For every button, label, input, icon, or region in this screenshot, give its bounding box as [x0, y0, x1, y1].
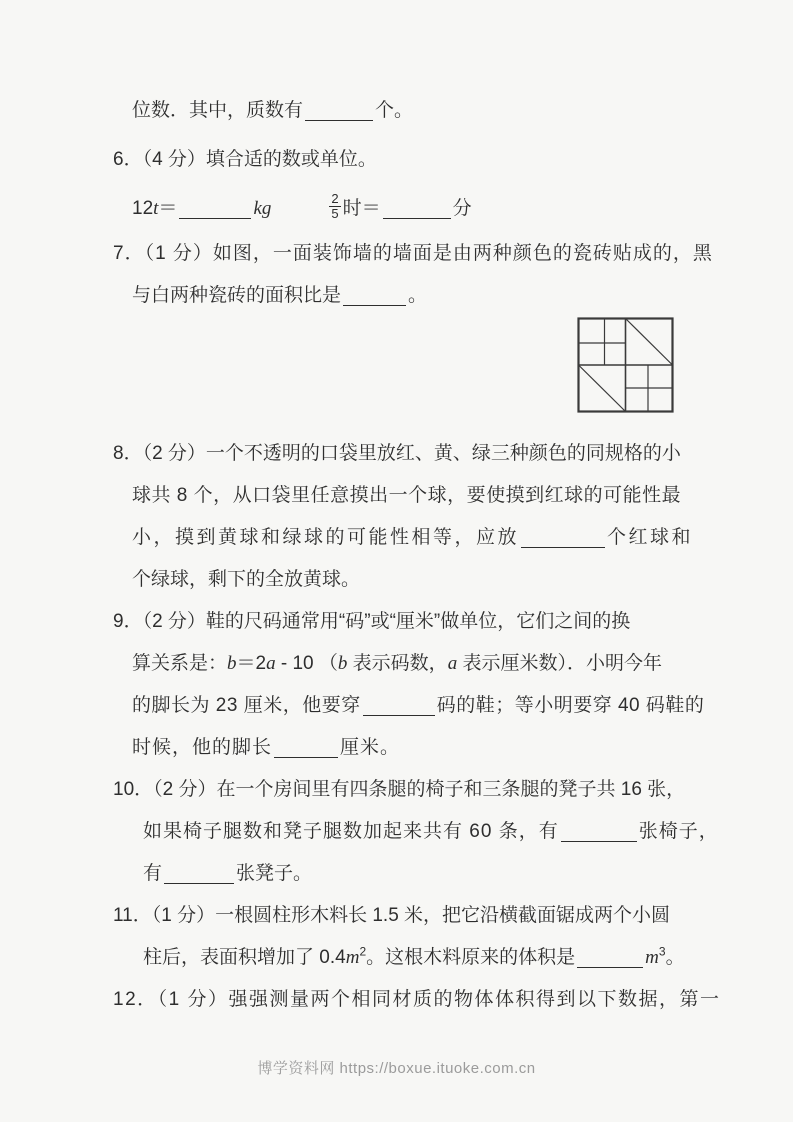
tile-pattern-figure [577, 317, 674, 413]
text-run: 7．（1 分）如图，一面装饰墙的墙面是由两种颜色的瓷砖贴成的，黑 [113, 243, 713, 264]
footer-watermark-text: 博学资料网 https://boxue.ituoke.com.cn [257, 1060, 536, 1077]
text-run: 个。 [375, 100, 414, 121]
answer-blank [521, 539, 605, 548]
text-line [132, 475, 793, 517]
tile-figure-row [0, 317, 793, 413]
text-run: 张椅子， [638, 821, 719, 842]
text-run: 12．（1 分）强强测量两个相同材质的物体体积得到以下数据，第一 [113, 989, 721, 1010]
answer-blank [179, 210, 251, 219]
text-run: ＝2 [236, 653, 267, 674]
text-run: 球共 8 个，从口袋里任意摸出一个球，要使摸到红球的可能性最 [132, 485, 682, 506]
text-run: 9．（2 分）鞋的尺码通常用“码”或“厘米”做单位，它们之间的换 [113, 611, 631, 632]
answer-blank [363, 707, 435, 716]
answer-blank [383, 210, 451, 219]
text-line [132, 727, 793, 769]
text-run: 。 [665, 947, 685, 968]
figure-bottomright-small-squares [626, 365, 673, 412]
text-line [132, 559, 793, 601]
fraction-numerator: 2 [331, 190, 339, 206]
answer-blank [274, 749, 338, 758]
text-line [132, 90, 793, 132]
text-run: ＝ [158, 198, 178, 219]
text-run: 分 [452, 198, 472, 219]
text-run: 8．（2 分）一个不透明的口袋里放红、黄、绿三种颜色的同规格的小 [113, 443, 681, 464]
text-run: 表示厘米数）．小明今年 [457, 653, 662, 674]
answer-blank [577, 959, 643, 968]
math-variable: m [345, 947, 360, 968]
text-run: 有 [143, 863, 163, 884]
text-line [132, 275, 793, 317]
text-run: 张凳子。 [236, 863, 313, 884]
answer-blank [164, 875, 234, 884]
superscript: 3 [658, 944, 666, 959]
superscript: 2 [359, 944, 367, 959]
text-run: - 10 （ [275, 653, 338, 674]
answer-blank [343, 297, 406, 306]
text-run: 个绿球，剩下的全放黄球。 [132, 569, 361, 590]
test-content [0, 90, 793, 1021]
text-run: 厘米。 [340, 737, 401, 758]
text-line [143, 811, 793, 853]
math-variable: b [227, 653, 237, 674]
text-line [113, 139, 793, 181]
text-run: 个红球和 [607, 527, 694, 548]
text-run: 柱后，表面积增加了 0.4 [143, 947, 346, 968]
text-run: 时候，他的脚长 [132, 737, 273, 758]
fraction [329, 192, 340, 223]
text-run: 码的鞋；等小明要穿 40 码鞋的 [436, 695, 705, 716]
text-line [143, 937, 793, 979]
math-variable: a [266, 653, 276, 674]
text-run: 与白两种瓷砖的面积比是 [132, 285, 342, 306]
text-run: 12 [132, 198, 154, 219]
math-variable: m [645, 947, 659, 968]
text-run: 。 [408, 285, 428, 306]
text-line [113, 979, 793, 1021]
text-line [113, 769, 793, 811]
figure-center-cross [579, 319, 673, 412]
math-variable: a [447, 653, 458, 674]
figure-bottomleft-diagonal [579, 365, 626, 412]
spacer [271, 213, 327, 214]
figure-topright-diagonal [626, 319, 673, 366]
text-run: 时＝ [342, 198, 381, 219]
text-run: 。这根木料原来的体积是 [366, 947, 576, 968]
text-line [113, 233, 793, 275]
text-run: 的脚长为 23 厘米，他要穿 [132, 695, 361, 716]
text-line [113, 895, 793, 937]
fraction-denominator: 5 [331, 206, 339, 222]
math-variable: b [337, 653, 348, 674]
math-variable: kg [253, 198, 272, 219]
text-line [132, 517, 793, 559]
text-run: 小，摸到黄球和绿球的可能性相等，应放 [132, 527, 520, 548]
text-line [113, 433, 793, 475]
answer-blank [561, 833, 637, 842]
text-run: 算关系是： [132, 653, 228, 674]
text-line [143, 853, 793, 895]
figure-topleft-small-squares [579, 319, 626, 366]
page-footer [0, 1057, 793, 1078]
text-run: 如果椅子腿数和凳子腿数加起来共有 60 条，有 [143, 821, 559, 842]
text-run: 表示码数， [347, 653, 448, 674]
text-run: 10．（2 分）在一个房间里有四条腿的椅子和三条腿的凳子共 16 张， [113, 779, 686, 800]
text-line [132, 185, 793, 233]
text-line [132, 685, 793, 727]
text-run: 11．（1 分）一根圆柱形木料长 1.5 米，把它沿横截面锯成两个小圆 [113, 905, 671, 926]
math-variable: t [153, 198, 159, 219]
text-run: 位数．其中，质数有 [132, 100, 304, 121]
text-line [113, 601, 793, 643]
text-run: 6．（4 分）填合适的数或单位。 [113, 149, 377, 170]
text-line [132, 643, 793, 685]
answer-blank [305, 112, 373, 121]
